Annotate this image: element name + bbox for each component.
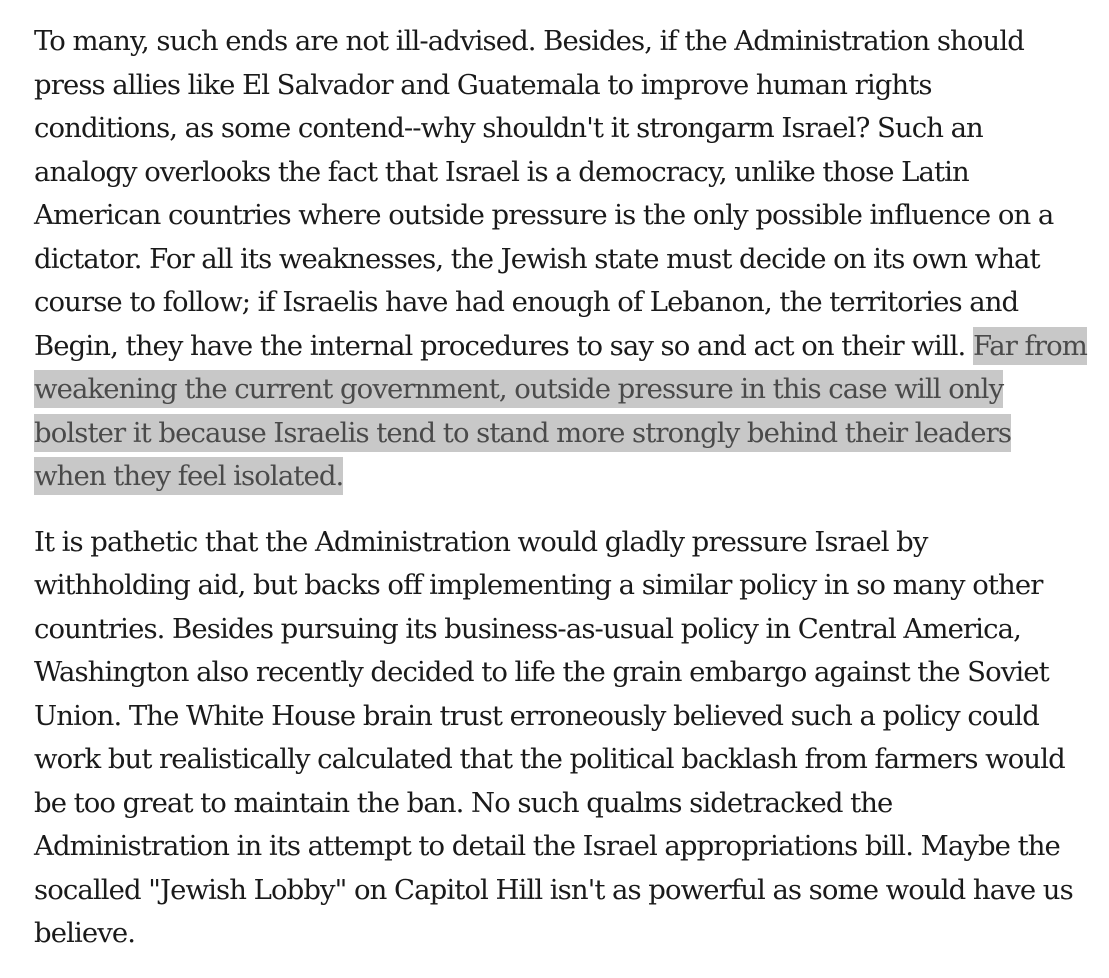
text-line: be too great to maintain the ban. No such qualms sidetracked the <box>34 786 893 819</box>
paragraph-1 <box>34 20 1094 499</box>
text-line: Washington also recently decided to life the grain embargo against the Soviet <box>34 656 1049 688</box>
text-line: To many, such ends are not ill-advised. Besides, if the Administration should <box>34 25 1024 57</box>
text-line: countries. Besides pursuing its business-as-usual policy in Central America, <box>34 612 1021 645</box>
text-line: socalled "Jewish Lobby" on Capitol Hill isn't as powerful as some would have us <box>34 873 1073 906</box>
text-line-selected <box>34 368 1094 412</box>
text-line: dictator. For all its weaknesses, the Jewish state must decide on its own what <box>34 242 1040 275</box>
text-segment: Begin, they have the internal procedures to say so and act on their will. <box>34 329 973 362</box>
selected-text[interactable]: Far from <box>973 327 1087 365</box>
text-line: analogy overlooks the fact that Israel is a democracy, unlike those Latin <box>34 155 969 188</box>
text-line: Administration in its attempt to detail the Israel appropriations bill. Maybe the <box>34 830 1060 862</box>
text-line: press allies like El Salvador and Guatemala to improve human rights <box>34 68 932 101</box>
text-line: conditions, as some contend--why shouldn't it strongarm Israel? Such an <box>34 112 983 144</box>
text-line: work but realistically calculated that the political backlash from farmers would <box>34 743 1065 775</box>
text-line: American countries where outside pressure is the only possible influence on a <box>34 199 1054 231</box>
paragraph-2 <box>34 521 1094 956</box>
text-line: Union. The White House brain trust erroneously believed such a policy could <box>34 699 1039 732</box>
selected-text[interactable]: weakening the current government, outside pressure in this case will only <box>34 370 1003 408</box>
selected-text[interactable]: bolster it because Israelis tend to stand more strongly behind their leaders <box>34 414 1011 452</box>
text-line: believe. <box>34 917 136 949</box>
text-line: It is pathetic that the Administration would gladly pressure Israel by <box>34 525 928 558</box>
text-line: course to follow; if Israelis have had enough of Lebanon, the territories and <box>34 286 1019 318</box>
text-line-selected <box>34 412 1094 456</box>
text-line-with-selection-start <box>34 325 1094 369</box>
text-line-selected <box>34 455 1094 499</box>
article-body <box>34 20 1094 978</box>
selected-text[interactable]: when they feel isolated. <box>34 457 343 495</box>
text-line: withholding aid, but backs off implementing a similar policy in so many other <box>34 569 1043 601</box>
